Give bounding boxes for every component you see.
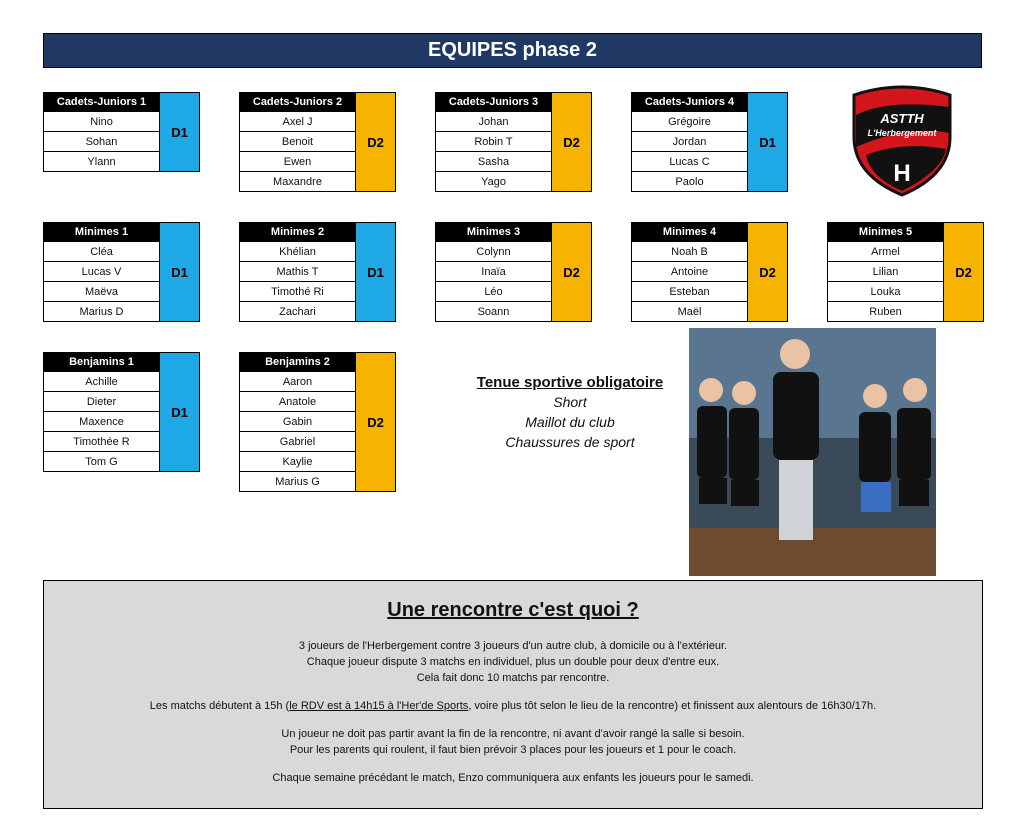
- player-name: Axel J: [239, 112, 356, 132]
- player-name: Maëva: [43, 282, 160, 302]
- player-name: Colynn: [435, 242, 552, 262]
- outfit-item-shoes: Chaussures de sport: [505, 434, 635, 450]
- info-paragraph-3: [44, 726, 982, 758]
- division-badge: D2: [552, 222, 592, 322]
- team-name: Benjamins 1: [43, 352, 160, 372]
- player-name: Lilian: [827, 262, 944, 282]
- player-name: Mathis T: [239, 262, 356, 282]
- player-name: Maxandre: [239, 172, 356, 192]
- team-players: [827, 222, 944, 322]
- outfit-item-short: Short: [553, 394, 587, 410]
- team-table: [239, 92, 396, 192]
- player-name: Maël: [631, 302, 748, 322]
- player-name: Kaylie: [239, 452, 356, 472]
- team-table: [631, 222, 788, 322]
- player-name: Armel: [827, 242, 944, 262]
- team-name: Cadets-Juniors 2: [239, 92, 356, 112]
- page-title: EQUIPES phase 2: [43, 33, 982, 68]
- team-name: Minimes 2: [239, 222, 356, 242]
- team-players: [43, 222, 160, 322]
- team-players: [239, 222, 356, 322]
- division-badge: D1: [748, 92, 788, 192]
- outfit-box: [452, 374, 688, 452]
- player-name: Paolo: [631, 172, 748, 192]
- logo-line1: ASTTH: [880, 111, 924, 126]
- player-name: Marius G: [239, 472, 356, 492]
- division-badge: D2: [356, 352, 396, 492]
- player-name: Johan: [435, 112, 552, 132]
- logo-line2: L'Herbergement: [867, 128, 937, 138]
- player-name: Tom G: [43, 452, 160, 472]
- info-line: Pour les parents qui roulent, il faut bien prévoir 3 places pour les joueurs et 1 pour le coach.: [289, 744, 737, 756]
- outfit-item-jersey: Maillot du club: [525, 414, 615, 430]
- player-name: Ewen: [239, 152, 356, 172]
- player-name: Marius D: [43, 302, 160, 322]
- info-text: , voire plus tôt selon le lieu de la rencontre) et finissent aux alentours de 16h30/17h.: [468, 700, 877, 712]
- outfit-title: Tenue sportive obligatoire: [476, 374, 664, 391]
- team-table: [43, 222, 200, 322]
- player-name: Anatole: [239, 392, 356, 412]
- player-name: Inaïa: [435, 262, 552, 282]
- player-name: Achille: [43, 372, 160, 392]
- player-name: Gabin: [239, 412, 356, 432]
- info-line: Cela fait donc 10 matchs par rencontre.: [416, 672, 610, 684]
- info-line: Chaque joueur dispute 3 matchs en individuel, plus un double pour deux d'entre eux.: [306, 656, 720, 668]
- player-name: Nino: [43, 112, 160, 132]
- team-table: [631, 92, 788, 192]
- team-name: Benjamins 2: [239, 352, 356, 372]
- player-name: Timothée R: [43, 432, 160, 452]
- info-line: Un joueur ne doit pas partir avant la fin de la rencontre, ni avant d'avoir rangé la salle si besoin.: [281, 728, 745, 740]
- team-table: [827, 222, 984, 322]
- team-name: Cadets-Juniors 1: [43, 92, 160, 112]
- division-badge: D1: [160, 92, 200, 172]
- player-name: Zachari: [239, 302, 356, 322]
- player-name: Gabriel: [239, 432, 356, 452]
- team-name: Cadets-Juniors 3: [435, 92, 552, 112]
- team-table: [435, 92, 592, 192]
- player-name: Grégoire: [631, 112, 748, 132]
- team-name: Cadets-Juniors 4: [631, 92, 748, 112]
- division-badge: D2: [944, 222, 984, 322]
- team-players: [631, 92, 748, 192]
- player-name: Khélian: [239, 242, 356, 262]
- player-name: Benoit: [239, 132, 356, 152]
- player-name: Ylann: [43, 152, 160, 172]
- player-name: Maxence: [43, 412, 160, 432]
- player-name: Dieter: [43, 392, 160, 412]
- team-name: Minimes 1: [43, 222, 160, 242]
- player-name: Louka: [827, 282, 944, 302]
- info-text: Les matchs débutent à 15h (: [149, 700, 290, 712]
- player-name: Timothé Ri: [239, 282, 356, 302]
- division-badge: D2: [748, 222, 788, 322]
- team-players: [239, 92, 356, 192]
- team-table: [239, 352, 396, 492]
- player-name: Cléa: [43, 242, 160, 262]
- meeting-time-text: le RDV est à 14h15 à l'Her'de Sports: [289, 700, 469, 712]
- info-box: [43, 580, 983, 809]
- team-players: [43, 352, 160, 472]
- team-players: [435, 222, 552, 322]
- club-logo: [846, 85, 958, 197]
- team-name: Minimes 4: [631, 222, 748, 242]
- info-paragraph-2: [44, 698, 982, 714]
- player-name: Lucas V: [43, 262, 160, 282]
- player-name: Yago: [435, 172, 552, 192]
- player-name: Aaron: [239, 372, 356, 392]
- team-table: [43, 92, 200, 172]
- player-name: Jordan: [631, 132, 748, 152]
- team-players: [43, 92, 160, 172]
- division-badge: D2: [356, 92, 396, 192]
- player-name: Lucas C: [631, 152, 748, 172]
- player-name: Sasha: [435, 152, 552, 172]
- team-table: [43, 352, 200, 472]
- division-badge: D1: [356, 222, 396, 322]
- team-photo-illustration: [689, 328, 936, 576]
- team-table: [435, 222, 592, 322]
- team-name: Minimes 5: [827, 222, 944, 242]
- team-name: Minimes 3: [435, 222, 552, 242]
- player-name: Esteban: [631, 282, 748, 302]
- logo-mark: H: [893, 160, 911, 187]
- player-name: Sohan: [43, 132, 160, 152]
- player-name: Noah B: [631, 242, 748, 262]
- team-players: [435, 92, 552, 192]
- team-table: [239, 222, 396, 322]
- player-name: Léo: [435, 282, 552, 302]
- player-name: Soann: [435, 302, 552, 322]
- info-line: 3 joueurs de l'Herbergement contre 3 joueurs d'un autre club, à domicile ou à l'extérieur.: [298, 640, 728, 652]
- division-badge: D2: [552, 92, 592, 192]
- team-players: [239, 352, 356, 492]
- team-players: [631, 222, 748, 322]
- player-name: Robin T: [435, 132, 552, 152]
- info-paragraph-1: [44, 638, 982, 686]
- player-name: Antoine: [631, 262, 748, 282]
- info-title: Une rencontre c'est quoi ?: [387, 599, 639, 621]
- player-name: Ruben: [827, 302, 944, 322]
- division-badge: D1: [160, 222, 200, 322]
- info-paragraph-4: Chaque semaine précédant le match, Enzo communiquera aux enfants les joueurs pour le samedi.: [272, 772, 754, 784]
- division-badge: D1: [160, 352, 200, 472]
